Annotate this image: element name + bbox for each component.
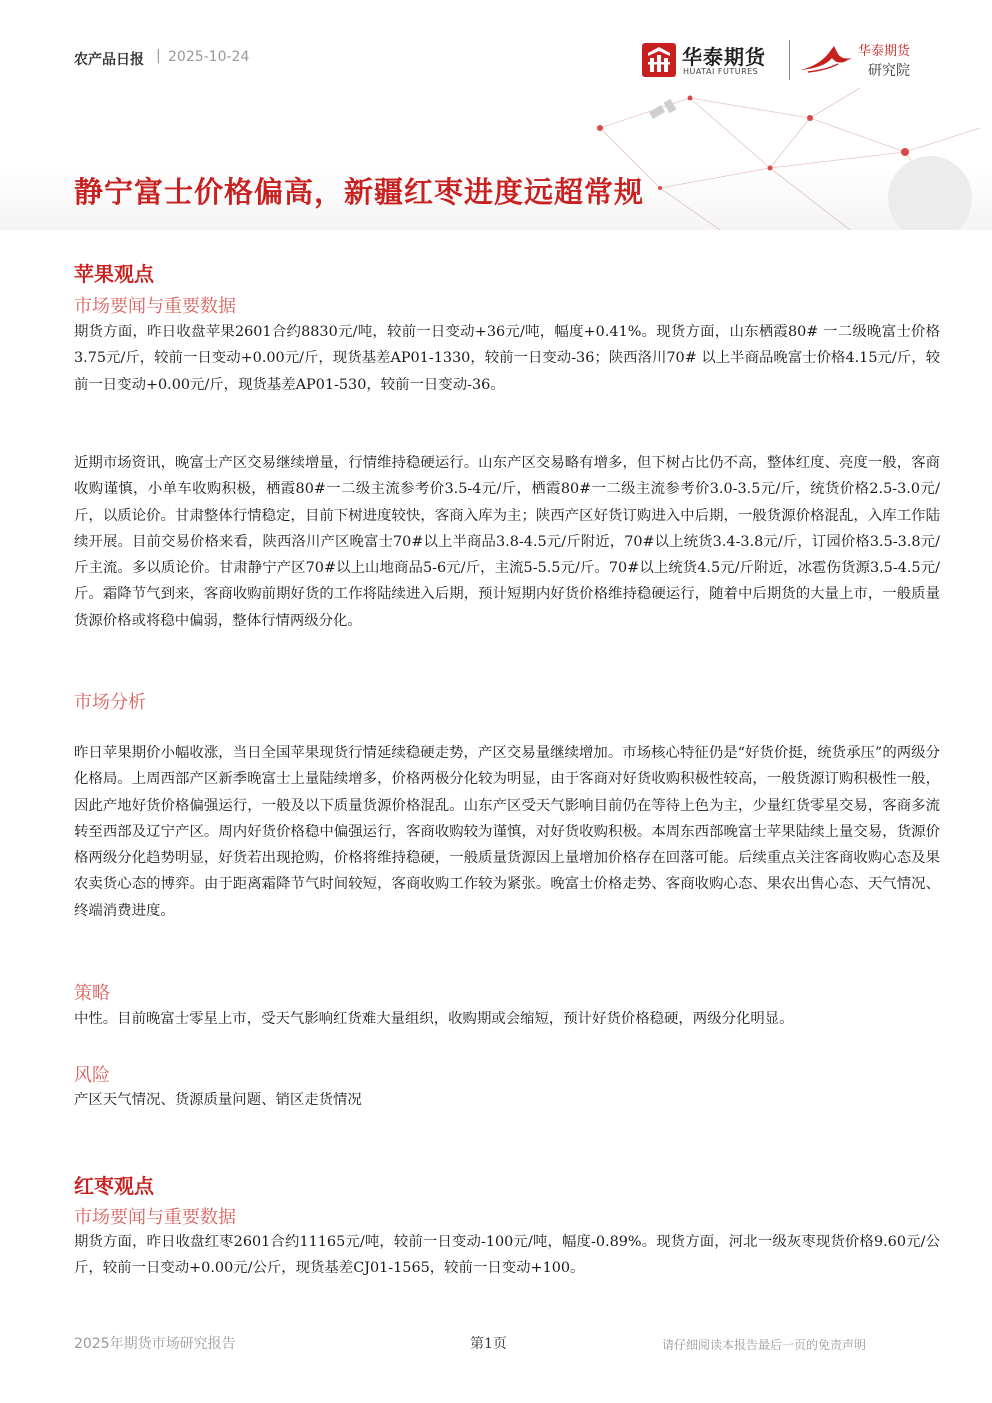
apple-news-paragraph-1: 期货方面，昨日收盘苹果2601合约8830元/吨，较前一日变动+36元/吨，幅度+0.41%。现货方面，山东栖霞80# 一二级晚富士价格3.75元/斤，较前一日变动+0.00元/斤，现货基差AP01-1330，较前一日变动-36；陕西洛川70# 以上半商品晚富士价格4.15元/斤，较前一日变动+0.00元/斤，现货基差AP01-530，较前一日变动-36。 [74, 324, 940, 393]
apple-risk-paragraph: 产区天气情况、货源质量问题、销区走货情况 [74, 1092, 362, 1108]
huatai-logo [642, 39, 778, 81]
report-date: 2025-10-24 [168, 49, 250, 65]
huatai-logo-icon [642, 43, 676, 77]
apple-analysis-paragraph: 昨日苹果期价小幅收涨，当日全国苹果现货行情延续稳硬走势，产区交易量继续增加。市场核心特征仍是“好货价挺，统货承压”的两级分化格局。上周西部产区新季晚富士上量陆续增多，价格两极分化较为明显，由于客商对好货收购积极性较高，一般货源订购积极性一般，因此产地好货价格偏强运行，一般及以下质量货源价格混乱。山东产区受天气影响目前仍在等待上色为主，少量红货零星交易，客商多流转至西部及辽宁产区。周内好货价格稳中偏强运行，客商收购较为谨慎，对好货收购积极。本周东西部晚富士苹果陆续上量交易，货源价格两级分化趋势明显，好货若出现抢购，价格将维持稳硬，一般质量货源因上量增加价格存在回落可能。后续重点关注客商收购心态及果农卖货心态的博弈。由于距离霜降节气时间较短，客商收购工作较为紧张。晚富士价格走势、客商收购心态、果农出售心态、天气情况、终端消费进度。 [74, 745, 940, 919]
footer-disclaimer-note: 请仔细阅读本报告最后一页的免责声明 [662, 1338, 867, 1352]
logo-name-cn: 华泰期货 [682, 45, 766, 69]
institute-name-line2: 研究院 [868, 63, 910, 79]
logo-divider [789, 40, 790, 80]
jujube-section-heading: 红枣观点 [74, 1174, 154, 1198]
jujube-news-heading: 市场要闻与重要数据 [74, 1207, 236, 1228]
page-title: 静宁富士价格偏高，新疆红枣进度远超常规 [74, 175, 645, 209]
jujube-news-paragraph-1: 期货方面，昨日收盘红枣2601合约11165元/吨，较前一日变动-100元/吨，幅度-0.89%。现货方面，河北一级灰枣现货价格9.60元/公斤，较前一日变动+0.00元/公斤，现货基差CJ01-1565，较前一日变动+100。 [74, 1234, 940, 1277]
institute-logo [798, 40, 928, 82]
report-type: 农产品日报 [74, 52, 144, 68]
apple-news-paragraph-2: 近期市场资讯，晚富士产区交易继续增量，行情维持稳硬运行。山东产区交易略有增多，但下树占比仍不高，整体红度、亮度一般，客商收购谨慎，小单车收购积极，栖霞80#一二级主流参考价3.5-4元/斤，栖霞80#一二级主流参考价3.0-3.5元/斤，统货价格2.5-3.0元/斤，以质论价。甘肃整体行情稳定，目前下树进度较快，客商入库为主；陕西产区好货订购进入中后期，一般货源价格混乱，入库工作陆续开展。目前交易价格来看，陕西洛川产区晚富士70#以上半商品3.8-4.5元/斤附近，70#以上统货3.4-3.8元/斤，订园价格3.5-3.8元/斤主流。多以质论价。甘肃静宁产区70#以上山地商品5-6元/斤，主流5-5.5元/斤。70#以上统货4.5元/斤附近，冰雹伤货源3.5-4.5元/斤。霜降节气到来，客商收购前期好货的工作将陆续进入后期，预计短期内好货价格维持稳硬运行，随着中后期货的大量上市，一般质量货源价格或将稳中偏弱，整体行情两级分化。 [74, 455, 940, 629]
apple-strategy-paragraph: 中性。目前晚富士零星上市，受天气影响红货难大量组织，收购期或会缩短，预计好货价格稳硬，两级分化明显。 [74, 1011, 794, 1027]
institute-name-line1: 华泰期货 [858, 44, 911, 59]
apple-news-heading: 市场要闻与重要数据 [74, 296, 236, 317]
header-separator: | [156, 48, 161, 64]
apple-risk-heading: 风险 [74, 1065, 110, 1086]
page-header [74, 36, 924, 84]
logo-name-en: HUATAI FUTURES [683, 67, 759, 76]
footer-report-name: 2025年期货市场研究报告 [74, 1336, 236, 1352]
institute-logo-icon [798, 44, 854, 74]
page-number: 第1页 [470, 1336, 507, 1352]
apple-section-heading: 苹果观点 [74, 262, 154, 286]
apple-analysis-heading: 市场分析 [74, 692, 146, 713]
apple-strategy-heading: 策略 [74, 983, 110, 1004]
